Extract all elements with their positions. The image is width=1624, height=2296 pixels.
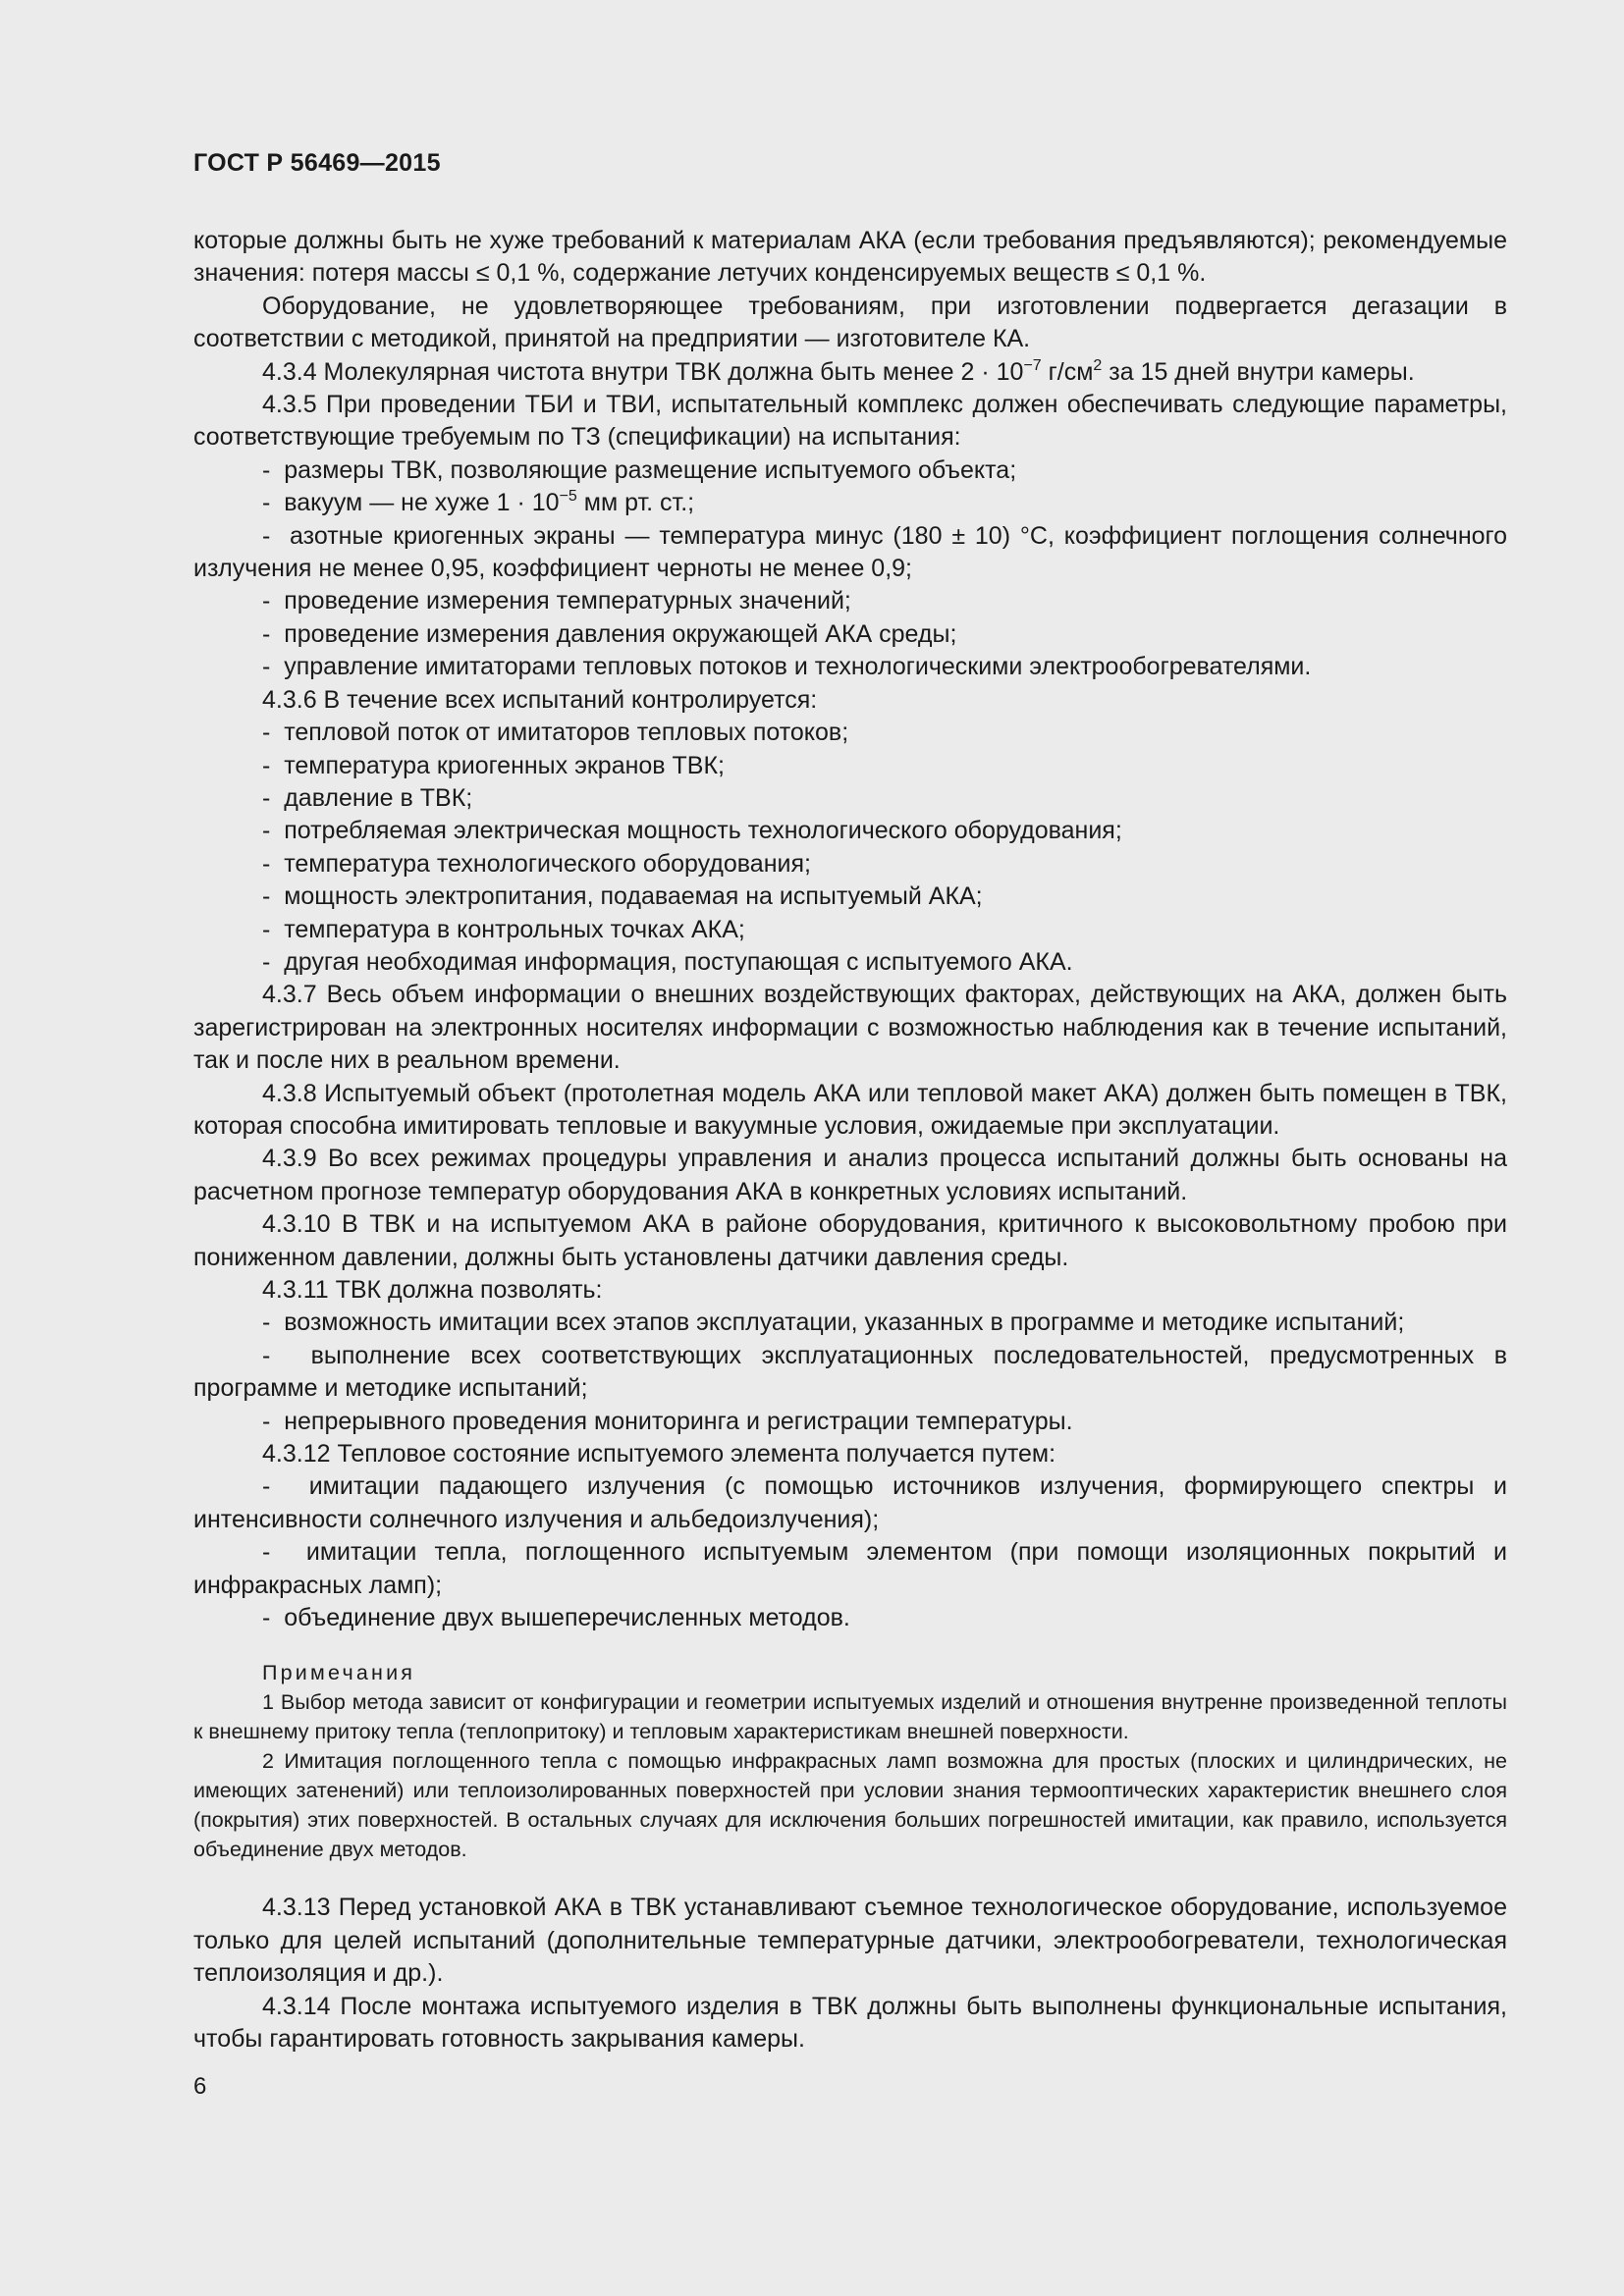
list-item: - другая необходимая информация, поступающая с испытуемого АКА. [193, 946, 1507, 979]
list-item: - выполнение всех соответствующих эксплуатационных последовательностей, предусмотренных в программе и методике испытаний; [193, 1340, 1507, 1406]
clause-4-3-9: 4.3.9 Во всех режимах процедуры управления и анализ процесса испытаний должны быть основаны на расчетном прогнозе температур оборудования АКА в конкретных условиях испытаний. [193, 1145, 1507, 1205]
document-header: ГОСТ Р 56469—2015 [193, 149, 441, 177]
exponent: −5 [559, 488, 577, 506]
list-item: - имитации тепла, поглощенного испытуемым элементом (при помощи изоляционных покрытий и инфракрасных ламп); [193, 1536, 1507, 1602]
clause-4-3-7: 4.3.7 Весь объем информации о внешних воздействующих факторах, действующих на АКА, должен быть зарегистрирован на электронных носителях информации с возможностью наблюдения как в течение испытаний, так и после них в реальном времени. [193, 981, 1507, 1075]
list-item: - непрерывного проведения мониторинга и регистрации температуры. [193, 1406, 1507, 1438]
clause-4-3-12: 4.3.12 Тепловое состояние испытуемого элемента получается путем: [262, 1440, 1056, 1468]
list-item: - температура криогенных экранов ТВК; [193, 750, 1507, 782]
list-item: - потребляемая электрическая мощность технологического оборудования; [193, 815, 1507, 847]
exponent: 2 [1093, 356, 1103, 374]
notes-title: Примечания [262, 1661, 416, 1685]
list-item: - имитации падающего излучения (с помощью источников излучения, формирующего спектры и интенсивности солнечного излучения и альбедоизлучения); [193, 1470, 1507, 1536]
clause-4-3-10: 4.3.10 В ТВК и на испытуемом АКА в районе оборудования, критичного к высоковольтному пробою при пониженном давлении, должны быть установлены датчики давления среды. [193, 1210, 1507, 1271]
notes-block [193, 1658, 1507, 1864]
body-text [193, 225, 1507, 1634]
list-item [193, 487, 1507, 519]
exponent: −7 [1023, 356, 1042, 374]
list-item: - проведение измерения температурных значений; [193, 585, 1507, 617]
clause-4-3-4-text: 4.3.4 Молекулярная чистота внутри ТВК должна быть менее 2 · 10 [262, 357, 1024, 386]
body-text-continued [193, 1892, 1507, 2056]
clause-4-3-11: 4.3.11 ТВК должна позволять: [262, 1276, 603, 1304]
note-1: 1 Выбор метода зависит от конфигурации и геометрии испытуемых изделий и отношения внутренне произведенной теплоты к внешнему притоку тепла (теплопритоку) и тепловым характеристикам внешней поверхности. [193, 1690, 1507, 1744]
note-2: 2 Имитация поглощенного тепла с помощью инфракрасных ламп возможна для простых (плоских и цилиндрических, не имеющих затенений) или теплоизолированных поверхностей при условии знания термооптических характеристик внешнего слоя (покрытия) этих поверхностей. В остальных случаях для исключения больших погрешностей имитации, как правило, используется объединение двух методов. [193, 1749, 1507, 1862]
vacuum-text: вакуум — не хуже 1 · 10 [284, 489, 560, 517]
list-item: - размеры ТВК, позволяющие размещение испытуемого объекта; [193, 454, 1507, 487]
clause-4-3-4-unit: г/см [1041, 357, 1094, 386]
page-content [193, 225, 1507, 2056]
clause-4-3-5: 4.3.5 При проведении ТБИ и ТВИ, испытательный комплекс должен обеспечивать следующие параметры, соответствующие требуемым по ТЗ (спецификации) на испытания: [193, 391, 1507, 452]
clause-4-3-8: 4.3.8 Испытуемый объект (протолетная модель АКА или тепловой макет АКА) должен быть помещен в ТВК, которая способна имитировать тепловые и вакуумные условия, ожидаемые при эксплуатации. [193, 1079, 1507, 1140]
list-item: - температура технологического оборудования; [193, 848, 1507, 881]
list-item: - температура в контрольных точках АКА; [193, 914, 1507, 946]
clause-4-3-6: 4.3.6 В течение всех испытаний контролируется: [262, 685, 818, 714]
clause-4-3-13: 4.3.13 Перед установкой АКА в ТВК устанавливают съемное технологическое оборудование, используемое только для целей испытаний (дополнительные температурные датчики, электрообогреватели, технологическая теплоизоляция и др.). [193, 1894, 1507, 1988]
clause-4-3-14: 4.3.14 После монтажа испытуемого изделия в ТВК должны быть выполнены функциональные испытания, чтобы гарантировать готовность закрывания камеры. [193, 1992, 1507, 2054]
list-item: - мощность электропитания, подаваемая на испытуемый АКА; [193, 881, 1507, 913]
list-item: - проведение измерения давления окружающей АКА среды; [193, 618, 1507, 651]
paragraph-equipment: Оборудование, не удовлетворяющее требованиям, при изготовлении подвергается дегазации в соответствии с методикой, принятой на предприятии — изготовителе КА. [193, 292, 1507, 353]
list-item: - объединение двух вышеперечисленных методов. [193, 1602, 1507, 1634]
paragraph-continuation: которые должны быть не хуже требований к материалам АКА (если требования предъявляются); рекомендуемые значения: потеря массы ≤ 0,1 %, содержание летучих конденсируемых веществ ≤ 0,1 %. [193, 227, 1507, 288]
clause-4-3-4-tail: за 15 дней внутри камеры. [1102, 357, 1415, 386]
list-item: - тепловой поток от имитаторов тепловых потоков; [193, 717, 1507, 749]
clause-4-3-4 [193, 356, 1507, 389]
list-item: - управление имитаторами тепловых потоков и технологическими электрообогревателями. [193, 651, 1507, 683]
list-item: - давление в ТВК; [193, 782, 1507, 815]
page-number: 6 [193, 2073, 207, 2100]
list-item: - азотные криогенных экраны — температура минус (180 ± 10) °С, коэффициент поглощения солнечного излучения не менее 0,95, коэффициент черноты не менее 0,9; [193, 520, 1507, 586]
vacuum-unit: мм рт. ст.; [576, 489, 695, 517]
list-item: - возможность имитации всех этапов эксплуатации, указанных в программе и методике испытаний; [193, 1307, 1507, 1339]
